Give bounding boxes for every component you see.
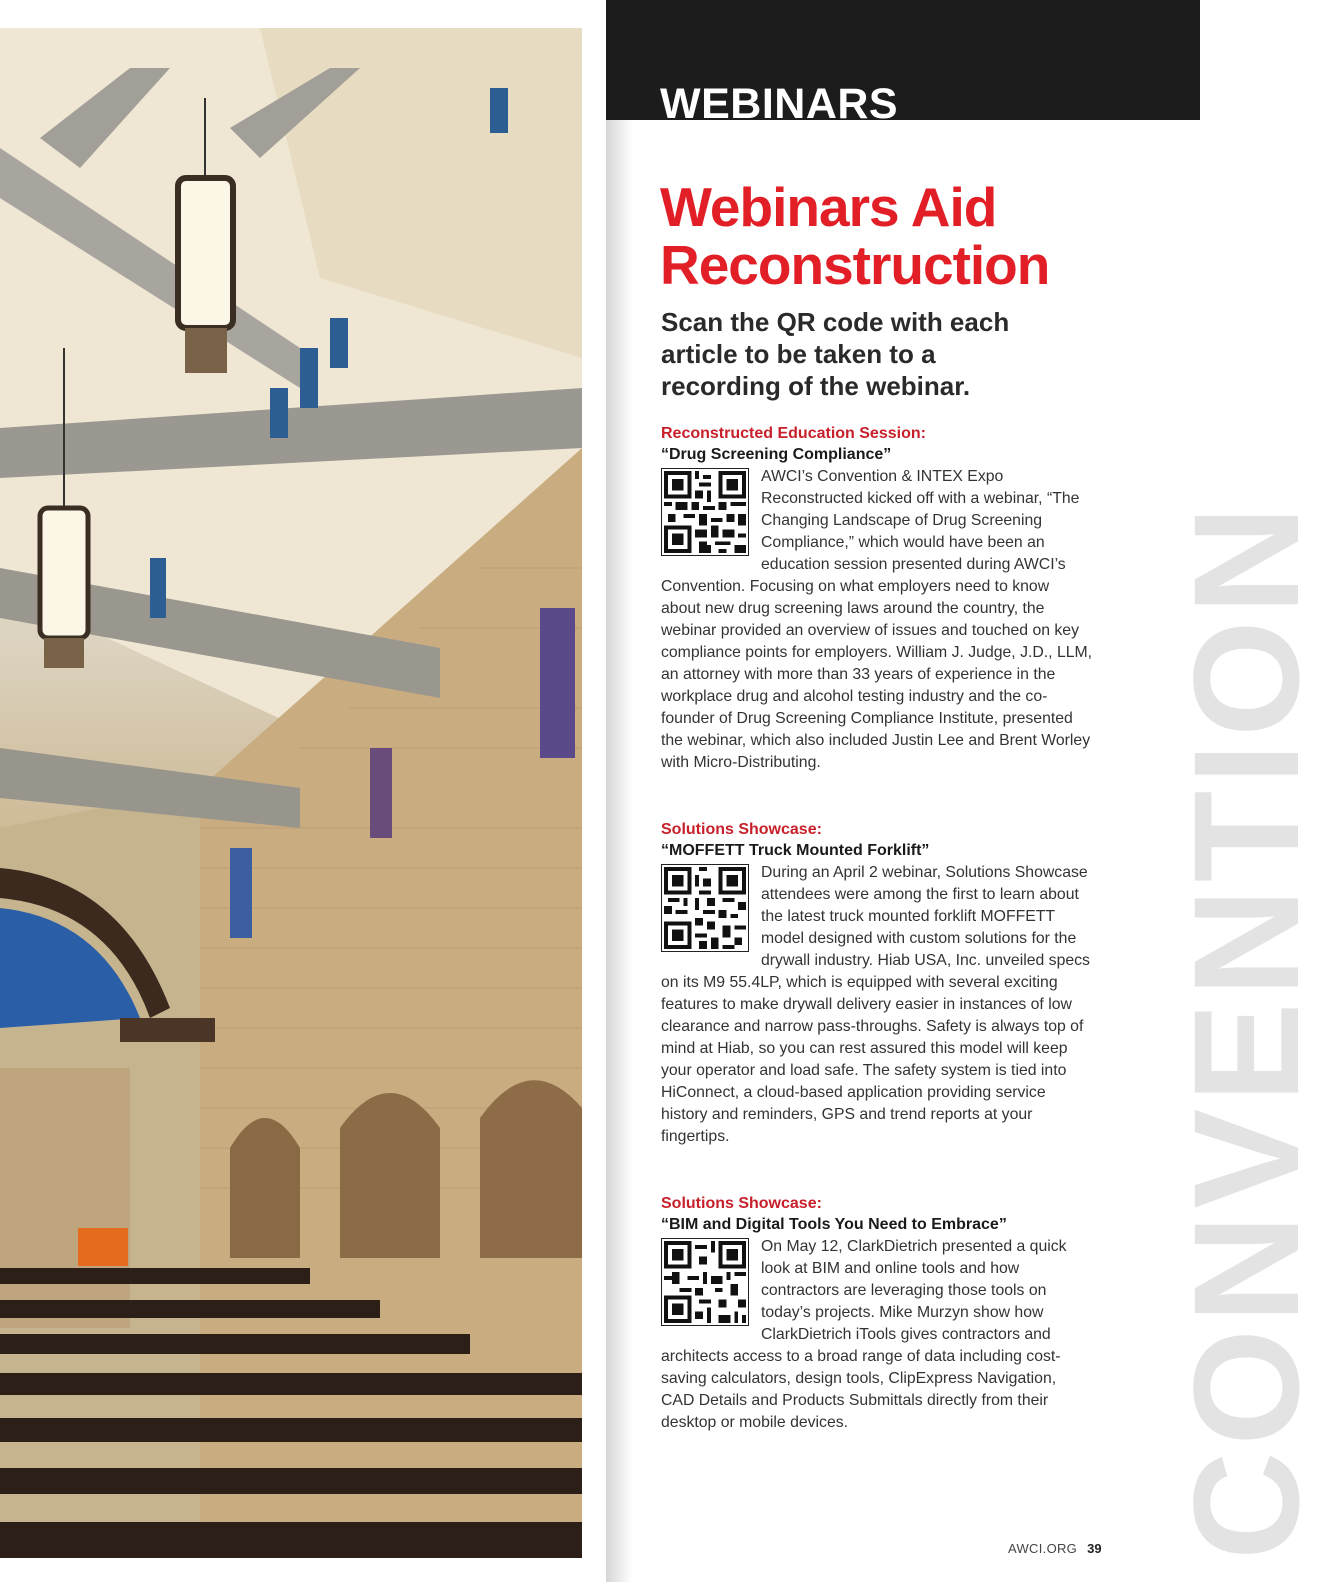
qr-code-icon-graphic bbox=[664, 471, 746, 553]
qr-code-icon-graphic bbox=[664, 867, 746, 949]
article-kicker: Reconstructed Education Session: bbox=[661, 425, 926, 442]
article-body: AWCI’s Convention & INTEX Expo Reconstructed kicked off with a webinar, “The Changing Landscape of Drug Screening Compliance,” which would have been an education session presented during AWCI’s Convention. Focusing on what employers need to know about new drug screening laws around the country, the webinar provided an overview of issues and touched on key compliance points for employers. William J. Judge, J.D., LLM, an attorney with more than 33 years of experience in the workplace drug and alcohol testing industry and the co-founder of Drug Screening Compliance Institute, presented the webinar, which also included Justin Lee and Brent Worley with Micro-Distributing. bbox=[661, 468, 1093, 771]
church-interior-illustration bbox=[0, 28, 582, 1558]
deck-subtitle: Scan the QR code with each article to be taken to a recording of the webinar. bbox=[661, 307, 1010, 401]
convention-watermark bbox=[1078, 120, 1330, 1560]
page-footer bbox=[1008, 1541, 1102, 1556]
page-gutter bbox=[606, 120, 632, 1582]
article-body: During an April 2 webinar, Solutions Showcase attendees were among the first to learn about the latest truck mounted forklift MOFFETT model designed with custom solutions for the drywall industry. Hiab USA, Inc. unveiled specs on its M9 55.4LP, which is equipped with several exciting features to make drywall delivery easier in instances of low clearance and narrow pass-throughs. Safety is always top of mind at Hiab, so you can rest assured this model will keep your operator and load safe. The safety system is tied into HiConnect, a cloud-based application providing service history and reminders, GPS and trend reports at your fingertips. bbox=[661, 864, 1090, 1145]
article-title: “Drug Screening Compliance” bbox=[661, 446, 892, 463]
site-url[interactable]: AWCI.ORG bbox=[1008, 1541, 1078, 1556]
qr-code-icon[interactable] bbox=[661, 468, 749, 556]
watermark-text: CONVENTION bbox=[1162, 499, 1330, 1560]
church-interior-photo bbox=[0, 28, 582, 1558]
article-title: “BIM and Digital Tools You Need to Embrace” bbox=[661, 1216, 1007, 1233]
article-body: On May 12, ClarkDietrich presented a quick look at BIM and online tools and how contractors are leveraging those tools on today’s projects. Mike Murzyn show how ClarkDietrich iTools gives contractors and architects access to a broad range of data including cost-saving calculators, design tools, ClipExpress Navigation, CAD Details and Products Submittals directly from their desktop or mobile devices. bbox=[661, 1238, 1067, 1431]
article-title: “MOFFETT Truck Mounted Forklift” bbox=[661, 842, 930, 859]
section-label: WEBINARS bbox=[660, 80, 899, 128]
qr-code-icon-graphic bbox=[664, 1241, 746, 1323]
article-kicker: Solutions Showcase: bbox=[661, 1195, 822, 1212]
qr-code-icon[interactable] bbox=[661, 1238, 749, 1326]
article-moffett-forklift bbox=[661, 819, 1093, 1148]
qr-code-icon[interactable] bbox=[661, 864, 749, 952]
article-drug-screening bbox=[661, 423, 1093, 774]
page-title: Webinars Aid Reconstruction bbox=[660, 176, 1050, 296]
page-number: 39 bbox=[1087, 1541, 1102, 1556]
article-bim-digital-tools bbox=[661, 1193, 1093, 1434]
article-kicker: Solutions Showcase: bbox=[661, 821, 822, 838]
